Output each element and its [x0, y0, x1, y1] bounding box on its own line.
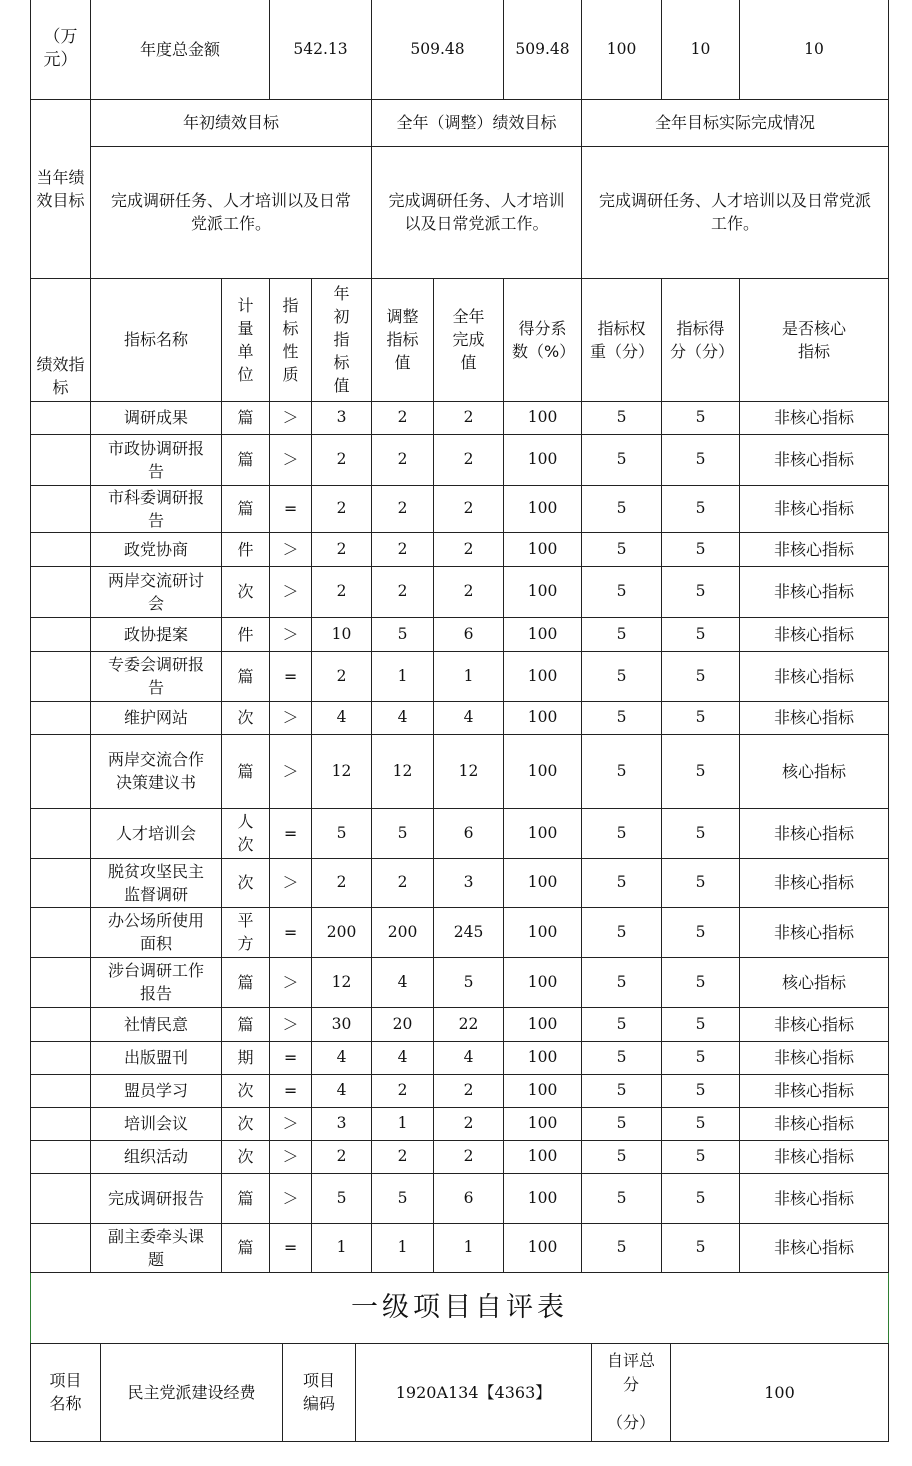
indicator-score: 5 — [662, 858, 740, 907]
indicator-adjusted-value: 1 — [372, 651, 434, 701]
indicator-unit: 篇 — [222, 1223, 270, 1272]
indicator-coefficient: 100 — [504, 734, 582, 808]
indicator-adjusted-value: 2 — [372, 1074, 434, 1107]
funding-row — [31, 0, 889, 99]
indicator-name: 市科委调研报告 — [91, 485, 222, 532]
indicator-nature: = — [270, 1223, 312, 1272]
indicator-nature: = — [270, 1041, 312, 1074]
indicator-initial-value: 2 — [312, 1140, 372, 1173]
indicator-completed-value: 4 — [434, 701, 504, 734]
indicator-completed-value: 2 — [434, 401, 504, 434]
indicator-core-flag: 非核心指标 — [740, 907, 889, 957]
indicator-adjusted-value: 20 — [372, 1007, 434, 1041]
indicator-unit: 次 — [222, 1074, 270, 1107]
indicator-nature: ＞ — [270, 532, 312, 566]
indicator-score: 5 — [662, 1041, 740, 1074]
indicator-name: 政协提案 — [91, 617, 222, 651]
indicator-nature: ＞ — [270, 1107, 312, 1140]
performance-sheet — [30, 0, 888, 1442]
funding-total-label: 年度总金额 — [91, 0, 270, 99]
indicator-blank-cell — [31, 617, 91, 651]
table-row — [31, 734, 889, 808]
indicator-coefficient: 100 — [504, 401, 582, 434]
table-row — [31, 1140, 889, 1173]
indicator-completed-value: 1 — [434, 651, 504, 701]
indicator-score: 5 — [662, 485, 740, 532]
indicator-nature: = — [270, 808, 312, 858]
indicator-weight: 5 — [582, 1107, 662, 1140]
indicator-blank-cell — [31, 1007, 91, 1041]
indicator-completed-value: 5 — [434, 957, 504, 1007]
indicator-unit: 篇 — [222, 485, 270, 532]
indicator-blank-cell — [31, 1173, 91, 1223]
indicator-unit: 篇 — [222, 1173, 270, 1223]
table-row — [31, 957, 889, 1007]
indicator-adjusted-value: 200 — [372, 907, 434, 957]
indicator-coefficient: 100 — [504, 1041, 582, 1074]
indicator-core-flag: 非核心指标 — [740, 808, 889, 858]
indicator-unit: 期 — [222, 1041, 270, 1074]
self-score-label — [592, 1344, 671, 1442]
table-row — [31, 485, 889, 532]
indicator-name: 脱贫攻坚民主监督调研 — [91, 858, 222, 907]
indicator-blank-cell — [31, 858, 91, 907]
indicator-initial-value: 2 — [312, 858, 372, 907]
indicator-completed-value: 6 — [434, 617, 504, 651]
indicator-weight: 5 — [582, 907, 662, 957]
indicator-score: 5 — [662, 734, 740, 808]
indicator-blank-cell — [31, 957, 91, 1007]
goal-header-actual: 全年目标实际完成情况 — [582, 99, 889, 146]
indicator-header-coefficient: 得分系数（%） — [504, 278, 582, 401]
indicator-initial-value: 4 — [312, 1041, 372, 1074]
indicator-name: 涉台调研工作报告 — [91, 957, 222, 1007]
indicator-core-flag: 非核心指标 — [740, 1107, 889, 1140]
indicator-name: 两岸交流研讨会 — [91, 566, 222, 617]
table-row — [31, 1223, 889, 1272]
indicator-adjusted-value: 4 — [372, 1041, 434, 1074]
indicator-unit: 次 — [222, 858, 270, 907]
goal-header-initial: 年初绩效目标 — [91, 99, 372, 146]
indicator-initial-value: 12 — [312, 957, 372, 1007]
indicator-blank-cell — [31, 434, 91, 485]
indicator-initial-value: 10 — [312, 617, 372, 651]
indicator-unit: 篇 — [222, 401, 270, 434]
funding-weight: 10 — [662, 0, 740, 99]
indicator-initial-value: 3 — [312, 401, 372, 434]
table-row — [31, 434, 889, 485]
table-row — [31, 858, 889, 907]
indicator-completed-value: 2 — [434, 1140, 504, 1173]
indicator-blank-cell — [31, 1223, 91, 1272]
indicator-unit: 次 — [222, 701, 270, 734]
indicator-adjusted-value: 4 — [372, 957, 434, 1007]
indicator-weight: 5 — [582, 1041, 662, 1074]
table-row — [31, 651, 889, 701]
indicator-completed-value: 12 — [434, 734, 504, 808]
indicator-header-core: 是否核心指标 — [740, 278, 889, 401]
indicator-score: 5 — [662, 957, 740, 1007]
indicator-initial-value: 2 — [312, 434, 372, 485]
table-row — [31, 1007, 889, 1041]
indicator-coefficient: 100 — [504, 957, 582, 1007]
indicator-blank-cell — [31, 1107, 91, 1140]
indicator-header-unit: 计量单位 — [222, 278, 270, 401]
indicator-core-flag: 非核心指标 — [740, 651, 889, 701]
indicator-coefficient: 100 — [504, 532, 582, 566]
indicator-header-name: 指标名称 — [91, 278, 222, 401]
indicator-initial-value: 2 — [312, 651, 372, 701]
indicator-completed-value: 245 — [434, 907, 504, 957]
indicator-coefficient: 100 — [504, 617, 582, 651]
indicator-weight: 5 — [582, 1173, 662, 1223]
indicator-completed-value: 4 — [434, 1041, 504, 1074]
indicator-nature: = — [270, 485, 312, 532]
indicator-header-weight: 指标权重（分） — [582, 278, 662, 401]
indicator-blank-cell — [31, 485, 91, 532]
indicator-nature: ＞ — [270, 1140, 312, 1173]
self-eval-title: 一级项目自评表 — [31, 1272, 889, 1343]
indicator-score: 5 — [662, 434, 740, 485]
indicator-completed-value: 6 — [434, 808, 504, 858]
indicator-header-score: 指标得分（分） — [662, 278, 740, 401]
self-eval-title-row — [31, 1272, 889, 1343]
indicator-adjusted-value: 1 — [372, 1107, 434, 1140]
indicator-unit: 件 — [222, 617, 270, 651]
indicator-weight: 5 — [582, 808, 662, 858]
indicator-score: 5 — [662, 907, 740, 957]
indicator-core-flag: 非核心指标 — [740, 1223, 889, 1272]
table-row — [31, 1173, 889, 1223]
indicator-core-flag: 核心指标 — [740, 957, 889, 1007]
indicator-adjusted-value: 12 — [372, 734, 434, 808]
indicator-core-flag: 非核心指标 — [740, 485, 889, 532]
goals-header-row — [31, 99, 889, 146]
indicator-adjusted-value: 2 — [372, 858, 434, 907]
goal-header-adjusted: 全年（调整）绩效目标 — [372, 99, 582, 146]
indicator-name: 培训会议 — [91, 1107, 222, 1140]
indicator-unit: 次 — [222, 566, 270, 617]
table-row — [31, 617, 889, 651]
indicator-adjusted-value: 2 — [372, 1140, 434, 1173]
indicator-initial-value: 4 — [312, 1074, 372, 1107]
indicator-name: 政党协商 — [91, 532, 222, 566]
indicator-adjusted-value: 5 — [372, 617, 434, 651]
indicator-coefficient: 100 — [504, 1140, 582, 1173]
indicator-adjusted-value: 1 — [372, 1223, 434, 1272]
indicator-name: 调研成果 — [91, 401, 222, 434]
project-name-label: 项目名称 — [31, 1344, 101, 1442]
indicator-unit: 篇 — [222, 957, 270, 1007]
indicator-completed-value: 2 — [434, 1107, 504, 1140]
indicator-score: 5 — [662, 1007, 740, 1041]
indicator-blank-cell — [31, 1074, 91, 1107]
indicator-completed-value: 2 — [434, 1074, 504, 1107]
indicator-blank-cell — [31, 532, 91, 566]
indicator-initial-value: 4 — [312, 701, 372, 734]
self-eval-row — [31, 1344, 889, 1442]
indicator-coefficient: 100 — [504, 907, 582, 957]
indicator-completed-value: 22 — [434, 1007, 504, 1041]
indicator-name: 盟员学习 — [91, 1074, 222, 1107]
indicator-initial-value: 3 — [312, 1107, 372, 1140]
indicator-name: 出版盟刊 — [91, 1041, 222, 1074]
indicator-name: 副主委牵头课题 — [91, 1223, 222, 1272]
indicator-coefficient: 100 — [504, 858, 582, 907]
indicator-coefficient: 100 — [504, 1074, 582, 1107]
indicator-header-initial: 年初指标值 — [312, 278, 372, 401]
table-row — [31, 1041, 889, 1074]
goals-section-label: 当年绩效目标 — [31, 99, 91, 278]
indicator-blank-cell — [31, 566, 91, 617]
indicator-initial-value: 30 — [312, 1007, 372, 1041]
indicator-weight: 5 — [582, 858, 662, 907]
indicator-name: 两岸交流合作决策建议书 — [91, 734, 222, 808]
indicator-nature: = — [270, 1074, 312, 1107]
indicator-header-nature: 指标性质 — [270, 278, 312, 401]
indicator-unit: 人次 — [222, 808, 270, 858]
indicator-unit: 平方 — [222, 907, 270, 957]
indicator-nature: ＞ — [270, 701, 312, 734]
indicator-core-flag: 非核心指标 — [740, 1007, 889, 1041]
indicator-adjusted-value: 2 — [372, 401, 434, 434]
indicator-weight: 5 — [582, 701, 662, 734]
indicator-name: 专委会调研报告 — [91, 651, 222, 701]
indicator-nature: ＞ — [270, 734, 312, 808]
project-code-label: 项目编码 — [283, 1344, 356, 1442]
indicator-coefficient: 100 — [504, 1107, 582, 1140]
indicator-adjusted-value: 4 — [372, 701, 434, 734]
indicator-header-adjusted: 调整指标值 — [372, 278, 434, 401]
indicator-unit: 篇 — [222, 434, 270, 485]
goal-text-initial: 完成调研任务、人才培训以及日常党派工作。 — [91, 146, 372, 278]
goal-text-adjusted: 完成调研任务、人才培训以及日常党派工作。 — [372, 146, 582, 278]
indicator-section-label: 绩效指标 — [31, 278, 91, 401]
indicator-unit: 篇 — [222, 1007, 270, 1041]
indicator-adjusted-value: 2 — [372, 566, 434, 617]
indicator-coefficient: 100 — [504, 808, 582, 858]
performance-table — [30, 0, 889, 1344]
indicator-core-flag: 非核心指标 — [740, 566, 889, 617]
funding-value-initial: 542.13 — [270, 0, 372, 99]
indicator-coefficient: 100 — [504, 434, 582, 485]
indicator-initial-value: 5 — [312, 1173, 372, 1223]
indicator-completed-value: 6 — [434, 1173, 504, 1223]
indicator-blank-cell — [31, 651, 91, 701]
project-name: 民主党派建设经费 — [101, 1344, 283, 1442]
indicator-unit: 篇 — [222, 734, 270, 808]
indicator-score: 5 — [662, 651, 740, 701]
project-code: 1920A134【4363】 — [356, 1344, 592, 1442]
indicator-score: 5 — [662, 1173, 740, 1223]
indicator-weight: 5 — [582, 617, 662, 651]
indicator-nature: ＞ — [270, 1173, 312, 1223]
table-row — [31, 907, 889, 957]
indicator-core-flag: 非核心指标 — [740, 701, 889, 734]
funding-value-adjusted: 509.48 — [372, 0, 504, 99]
indicator-core-flag: 非核心指标 — [740, 1140, 889, 1173]
indicator-score: 5 — [662, 532, 740, 566]
table-row — [31, 808, 889, 858]
indicator-initial-value: 200 — [312, 907, 372, 957]
table-row — [31, 401, 889, 434]
indicator-coefficient: 100 — [504, 1007, 582, 1041]
indicator-core-flag: 非核心指标 — [740, 434, 889, 485]
indicator-unit: 次 — [222, 1107, 270, 1140]
indicator-weight: 5 — [582, 566, 662, 617]
indicator-weight: 5 — [582, 957, 662, 1007]
goal-text-actual: 完成调研任务、人才培训以及日常党派工作。 — [582, 146, 889, 278]
indicator-score: 5 — [662, 566, 740, 617]
indicator-blank-cell — [31, 1140, 91, 1173]
indicator-adjusted-value: 5 — [372, 808, 434, 858]
indicator-nature: = — [270, 907, 312, 957]
indicator-header-row — [31, 278, 889, 401]
indicator-core-flag: 非核心指标 — [740, 401, 889, 434]
indicator-initial-value: 2 — [312, 566, 372, 617]
indicator-adjusted-value: 2 — [372, 434, 434, 485]
indicator-core-flag: 非核心指标 — [740, 1041, 889, 1074]
indicator-name: 组织活动 — [91, 1140, 222, 1173]
indicator-score: 5 — [662, 808, 740, 858]
indicator-nature: ＞ — [270, 434, 312, 485]
indicator-blank-cell — [31, 1041, 91, 1074]
indicator-score: 5 — [662, 401, 740, 434]
indicator-weight: 5 — [582, 434, 662, 485]
indicator-coefficient: 100 — [504, 566, 582, 617]
indicator-nature: ＞ — [270, 566, 312, 617]
indicator-score: 5 — [662, 701, 740, 734]
indicator-score: 5 — [662, 1140, 740, 1173]
indicator-blank-cell — [31, 734, 91, 808]
indicator-unit: 篇 — [222, 651, 270, 701]
goals-text-row — [31, 146, 889, 278]
indicator-weight: 5 — [582, 485, 662, 532]
indicator-initial-value: 5 — [312, 808, 372, 858]
funding-unit-label: （万元） — [31, 0, 91, 99]
indicator-weight: 5 — [582, 734, 662, 808]
indicator-weight: 5 — [582, 651, 662, 701]
indicator-score: 5 — [662, 1223, 740, 1272]
indicator-initial-value: 1 — [312, 1223, 372, 1272]
indicator-weight: 5 — [582, 401, 662, 434]
indicator-nature: ＞ — [270, 1007, 312, 1041]
indicator-core-flag: 非核心指标 — [740, 858, 889, 907]
indicator-adjusted-value: 2 — [372, 485, 434, 532]
indicator-blank-cell — [31, 401, 91, 434]
indicator-core-flag: 非核心指标 — [740, 1074, 889, 1107]
indicator-name: 完成调研报告 — [91, 1173, 222, 1223]
indicator-weight: 5 — [582, 532, 662, 566]
table-row — [31, 1074, 889, 1107]
self-score-label-line1: 自评总分 — [606, 1351, 655, 1395]
indicator-name: 维护网站 — [91, 701, 222, 734]
indicator-blank-cell — [31, 907, 91, 957]
self-score-value: 100 — [671, 1344, 889, 1442]
indicator-name: 市政协调研报告 — [91, 434, 222, 485]
indicator-completed-value: 2 — [434, 434, 504, 485]
indicator-name: 社情民意 — [91, 1007, 222, 1041]
indicator-core-flag: 非核心指标 — [740, 532, 889, 566]
indicator-coefficient: 100 — [504, 701, 582, 734]
indicator-weight: 5 — [582, 1074, 662, 1107]
funding-rate: 100 — [582, 0, 662, 99]
table-row — [31, 701, 889, 734]
table-row — [31, 532, 889, 566]
indicator-blank-cell — [31, 808, 91, 858]
indicator-score: 5 — [662, 617, 740, 651]
indicator-completed-value: 2 — [434, 566, 504, 617]
indicator-name: 办公场所使用面积 — [91, 907, 222, 957]
indicator-completed-value: 2 — [434, 532, 504, 566]
indicator-initial-value: 2 — [312, 532, 372, 566]
indicator-weight: 5 — [582, 1140, 662, 1173]
indicator-weight: 5 — [582, 1223, 662, 1272]
indicator-score: 5 — [662, 1107, 740, 1140]
indicator-nature: ＞ — [270, 401, 312, 434]
indicator-coefficient: 100 — [504, 1223, 582, 1272]
indicator-completed-value: 3 — [434, 858, 504, 907]
indicator-score: 5 — [662, 1074, 740, 1107]
self-eval-table — [30, 1344, 889, 1443]
indicator-coefficient: 100 — [504, 651, 582, 701]
indicator-completed-value: 1 — [434, 1223, 504, 1272]
indicator-unit: 件 — [222, 532, 270, 566]
indicator-core-flag: 非核心指标 — [740, 617, 889, 651]
table-row — [31, 566, 889, 617]
indicator-initial-value: 12 — [312, 734, 372, 808]
indicator-adjusted-value: 2 — [372, 532, 434, 566]
indicator-adjusted-value: 5 — [372, 1173, 434, 1223]
indicator-initial-value: 2 — [312, 485, 372, 532]
funding-value-actual: 509.48 — [504, 0, 582, 99]
indicator-nature: ＞ — [270, 858, 312, 907]
indicator-header-completed: 全年完成值 — [434, 278, 504, 401]
indicator-coefficient: 100 — [504, 1173, 582, 1223]
funding-score: 10 — [740, 0, 889, 99]
indicator-blank-cell — [31, 701, 91, 734]
indicator-core-flag: 核心指标 — [740, 734, 889, 808]
indicator-coefficient: 100 — [504, 485, 582, 532]
indicator-unit: 次 — [222, 1140, 270, 1173]
indicator-nature: ＞ — [270, 957, 312, 1007]
indicator-weight: 5 — [582, 1007, 662, 1041]
table-row — [31, 1107, 889, 1140]
indicator-completed-value: 2 — [434, 485, 504, 532]
indicator-core-flag: 非核心指标 — [740, 1173, 889, 1223]
indicator-nature: ＞ — [270, 617, 312, 651]
indicator-nature: = — [270, 651, 312, 701]
self-score-label-line2: （分） — [606, 1413, 655, 1433]
indicator-name: 人才培训会 — [91, 808, 222, 858]
